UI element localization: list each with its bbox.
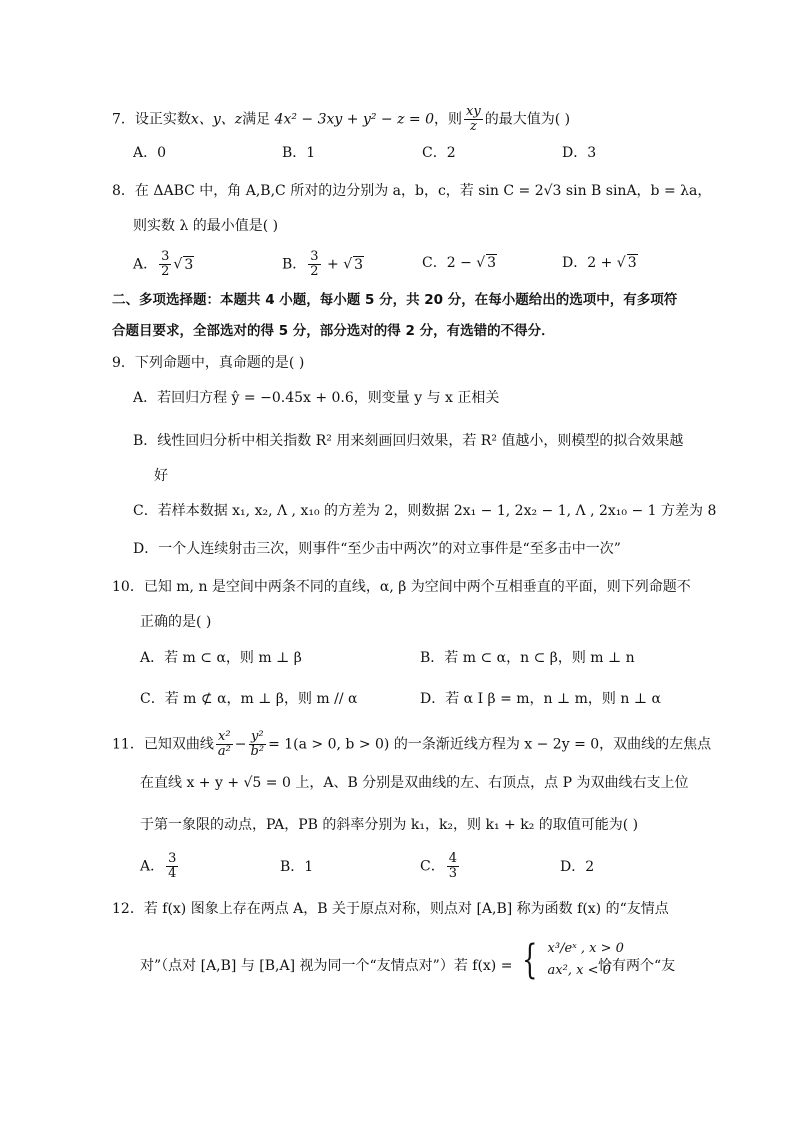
q12-case2: ax², x < 0 bbox=[547, 963, 611, 978]
q12-brace: { bbox=[522, 937, 538, 983]
q10-option-b: B．若 m ⊂ α，n ⊂ β，则 m ⊥ n bbox=[420, 650, 635, 666]
q11-option-c bbox=[420, 852, 461, 881]
q8-optB-plus: + bbox=[327, 256, 339, 273]
q11-option-a bbox=[140, 852, 180, 881]
q11-frac-x bbox=[216, 730, 233, 759]
q7-option-b: B．1 bbox=[282, 145, 316, 161]
q8-option-b: B． $\frac{3}{2}$ + √ 3 bbox=[282, 249, 364, 279]
q12-line1: 12．若 f(x) 图象上存在两点 A，B 关于原点对称，则点对 [A,B] 称为函数 f(x) 的“友情点 bbox=[112, 901, 669, 917]
q9-option-c: C．若样本数据 x₁, x₂, Λ , x₁₀ 的方差为 2，则数据 2x₁ − 1, 2x₂ − 1, Λ , 2x₁₀ − 1 方差为 8 bbox=[133, 503, 717, 519]
q8-option-d: D．2 + √ 3 bbox=[562, 255, 637, 271]
q7-text-b: 满足 bbox=[242, 111, 271, 128]
q11-optA-num: 3 bbox=[168, 851, 177, 866]
q7-option-d: D．3 bbox=[562, 145, 597, 161]
q8-optA-num: 3 bbox=[161, 249, 170, 264]
q12-line2-pre: 对”（点对 [A,B] 与 [B,A] 视为同一个“友情点对”）若 f(x) = bbox=[140, 958, 513, 974]
q11-option-b: B．1 bbox=[280, 859, 314, 875]
q8-optA-rad: 3 bbox=[184, 256, 194, 273]
q7-vars: x、y、z bbox=[190, 111, 243, 128]
q11-fy-den: b² bbox=[250, 744, 265, 759]
q12-case1: x³/eˣ , x > 0 bbox=[547, 941, 624, 956]
q11-minus: − bbox=[234, 736, 247, 753]
q8-optA-frac bbox=[159, 250, 171, 279]
q8-line2: 则实数 λ 的最小值是( ) bbox=[133, 218, 279, 234]
q10-line2: 正确的是( ) bbox=[140, 614, 212, 630]
q8-option-c: C．2 − √ 3 bbox=[422, 255, 497, 271]
q7-text-d: 的最大值为( ) bbox=[484, 111, 571, 128]
q10-line1: 10．已知 m, n 是空间中两条不同的直线，α, β 为空间中两个互相垂直的平面，则下列命题不 bbox=[112, 579, 691, 595]
q12-line2-post: 恰有两个“友 bbox=[598, 958, 676, 974]
q11-fx-num: x² bbox=[216, 730, 233, 745]
q9-option-b-line2: 好 bbox=[154, 468, 168, 484]
q11-optC-frac bbox=[447, 852, 459, 881]
q11-pre: 11．已知双曲线 bbox=[112, 736, 214, 753]
q11-line3: 于第一象限的动点，PA，PB 的斜率分别为 k₁，k₂，则 k₁ + k₂ 的取值可能为( ) bbox=[140, 817, 639, 833]
q7-frac-num: xy bbox=[466, 104, 481, 119]
q9-option-b-line1: B．线性回归分析中相关指数 R² 用来刻画回归效果，若 R² 值越小，则模型的拟合效果越 bbox=[133, 433, 684, 449]
q7-stem bbox=[112, 105, 570, 134]
q7-option-a: A．0 bbox=[133, 145, 167, 161]
q8-optB-num: 3 bbox=[310, 249, 319, 264]
q8-optB-rad: 3 bbox=[354, 256, 364, 273]
q8-option-a: A． $\frac{3}{2}$ √ 3 bbox=[133, 249, 194, 279]
q7-equation: 4x² − 3xy + y² − z = 0 bbox=[274, 111, 435, 128]
q7-fraction bbox=[464, 105, 483, 134]
q8-line1: 8．在 ΔABC 中，角 A,B,C 所对的边分别为 a，b，c，若 sin C = 2√3 sin B sinA，b = λa， bbox=[112, 183, 712, 199]
q10-option-a: A．若 m ⊂ α，则 m ⊥ β bbox=[140, 650, 302, 666]
q11-fx-den: a² bbox=[217, 744, 231, 759]
q11-optA-den: 4 bbox=[168, 866, 177, 881]
q8-optB-frac bbox=[308, 250, 320, 279]
q7-frac-den: z bbox=[469, 119, 477, 134]
q11-optC-label: C． bbox=[420, 858, 445, 875]
q11-optA-frac bbox=[166, 852, 178, 881]
q8-optB-den: 2 bbox=[310, 264, 319, 279]
q7-text-a: 7．设正实数 bbox=[112, 111, 191, 128]
q7-text-c: ，则 bbox=[434, 111, 463, 128]
q8-optB-label: B． bbox=[282, 256, 307, 273]
q8-optC-text: C．2 − bbox=[422, 255, 477, 271]
q8-optC-rad: 3 bbox=[487, 255, 497, 271]
q11-optA-label: A． bbox=[140, 858, 165, 875]
q11-fy-num: y² bbox=[249, 730, 267, 745]
q11-line1 bbox=[112, 730, 711, 759]
section2-heading-line2: 合题目要求，全部选对的得 5 分，部分选对的得 2 分，有选错的不得分． bbox=[112, 323, 555, 339]
q11-optC-num: 4 bbox=[448, 851, 457, 866]
q8-optA-label: A． bbox=[133, 256, 158, 273]
q9-stem: 9．下列命题中，真命题的是( ) bbox=[112, 355, 305, 371]
q9-option-a: A．若回归方程 ŷ = −0.45x + 0.6，则变量 y 与 x 正相关 bbox=[133, 390, 500, 406]
q8-optD-text: D．2 + bbox=[562, 255, 617, 271]
q8-optA-den: 2 bbox=[161, 264, 170, 279]
q11-option-d: D．2 bbox=[560, 859, 595, 875]
q11-frac-y bbox=[249, 730, 267, 759]
q8-optD-rad: 3 bbox=[627, 255, 637, 271]
q7-option-c: C．2 bbox=[422, 145, 456, 161]
q10-option-c: C．若 m ⊄ α，m ⊥ β，则 m // α bbox=[140, 691, 358, 707]
q11-optC-den: 3 bbox=[448, 866, 457, 881]
q9-option-d: D．一个人连续射击三次，则事件“至少击中两次”的对立事件是“至多击中一次” bbox=[133, 541, 621, 557]
q11-post: = 1(a > 0, b > 0) 的一条渐近线方程为 x − 2y = 0，双曲线的左焦点 bbox=[268, 736, 712, 753]
q10-option-d: D．若 α I β = m，n ⊥ m，则 n ⊥ α bbox=[420, 691, 661, 707]
q11-line2: 在直线 x + y + √5 = 0 上，A、B 分别是双曲线的左、右顶点，点 P 为双曲线右支上位 bbox=[140, 775, 689, 791]
section2-heading-line1: 二、多项选择题：本题共 4 小题，每小题 5 分，共 20 分，在每小题给出的选项中，有多项符 bbox=[112, 292, 678, 308]
